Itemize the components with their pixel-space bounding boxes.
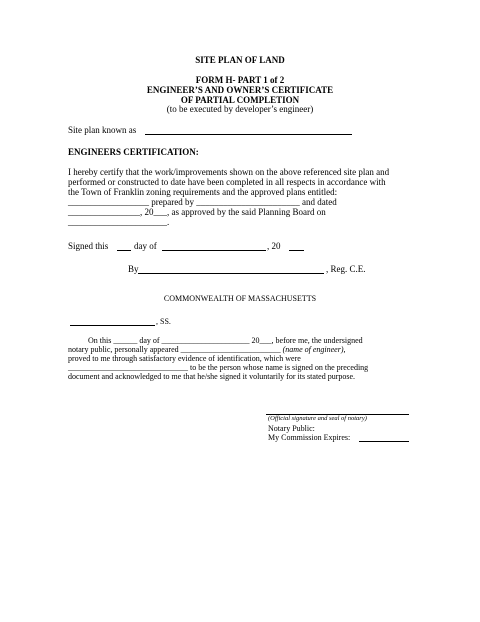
ss-label: , SS. (156, 317, 171, 326)
signed-year-field[interactable] (289, 250, 304, 251)
certification-text-line: I hereby certify that the work/improvements shown on the above referenced site plan and (68, 167, 390, 177)
signed-day-field[interactable] (117, 250, 131, 251)
certification-fill-line[interactable]: ________________, 20___, as approved by the said Planning Board on (68, 207, 326, 217)
certification-fill-line[interactable]: __________________ prepared by _______________________ and dated (68, 197, 337, 207)
reg-ce-label: , Reg. C.E. (326, 264, 366, 274)
commission-expires-field[interactable] (359, 441, 409, 442)
commission-expires-label: My Commission Expires: (268, 433, 351, 442)
certificate-title-line1: ENGINEER’S AND OWNER’S CERTIFICATE (146, 85, 334, 95)
certificate-title-line2: OF PARTIAL COMPLETION (180, 95, 300, 105)
notary-comma: , (343, 345, 346, 354)
certification-text-line: performed or constructed to date have been completed in all respects in accordance with (68, 177, 386, 187)
notary-signature-caption: (Official signature and seal of notary) (268, 415, 367, 422)
county-field[interactable] (70, 325, 155, 326)
site-plan-name-field[interactable] (145, 134, 352, 135)
notary-text-line[interactable]: ______________________________ to be the person whose name is signed on the preceding (68, 363, 369, 372)
engineers-certification-heading: ENGINEERS CERTIFICATION: (68, 147, 199, 157)
by-label: By (128, 264, 139, 274)
commonwealth-heading: COMMONWEALTH OF MASSACHUSETTS (163, 294, 317, 303)
certification-fill-line[interactable]: ______________________. (68, 217, 170, 227)
signed-this-label: Signed this (68, 241, 109, 251)
site-plan-label: Site plan known as (68, 125, 137, 135)
form-number: FORM H- PART 1 of 2 (195, 75, 285, 85)
notary-text-line[interactable]: On this ______ day of ______________________ 20___, before me, the undersigned (88, 336, 363, 345)
document-title: SITE PLAN OF LAND (195, 55, 285, 65)
notary-text-line[interactable] (68, 345, 346, 354)
engineer-signature-field[interactable] (138, 273, 324, 274)
document-subtitle: (to be executed by developer’s engineer) (166, 104, 314, 114)
engineer-name-caption: (name of engineer) (282, 345, 344, 354)
day-of-label: day of (134, 241, 157, 251)
notary-appeared-text: notary public, personally appeared _________________________ (68, 345, 281, 354)
certification-text-line: the Town of Franklin zoning requirements and the approved plans entitled: (68, 187, 338, 197)
notary-text-line: proved to me through satisfactory evidence of identification, which were (68, 354, 301, 363)
signed-month-field[interactable] (162, 250, 266, 251)
notary-text-line: document and acknowledged to me that he/she signed it voluntarily for its stated purpose. (68, 372, 356, 381)
notary-public-label: Notary Public: (268, 424, 315, 433)
year-prefix-label: , 20 (267, 241, 281, 251)
